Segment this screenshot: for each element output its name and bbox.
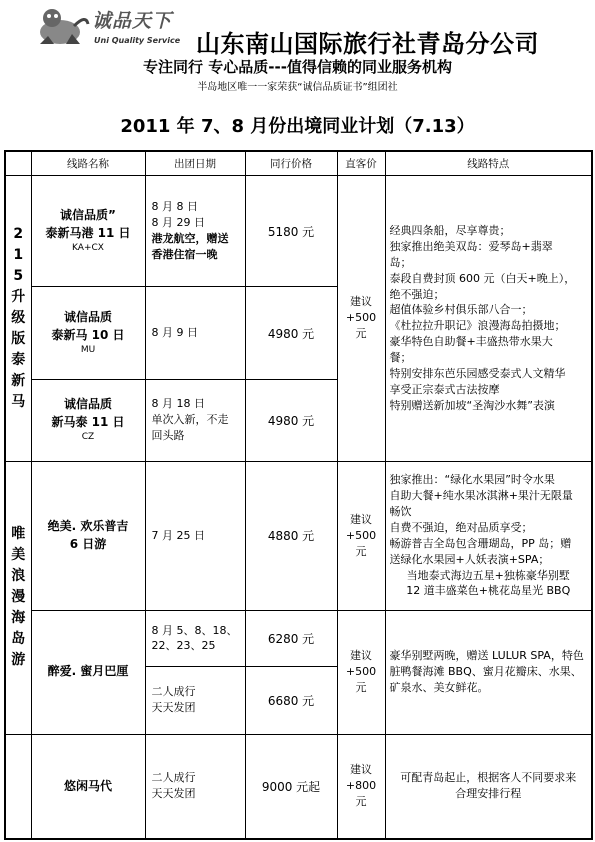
departure-dates: 二人成行 天天发团 [145, 667, 245, 734]
departure-dates: 二人成行 天天发团 [145, 734, 245, 839]
group-label-upgrade: 2 1 5 升 级 版 泰 新 马 [5, 176, 31, 461]
tour-plan-table [4, 150, 593, 840]
header-features: 线路特点 [385, 151, 592, 176]
header-peer-price: 同行价格 [245, 151, 337, 176]
departure-dates: 8 月 9 日 [145, 287, 245, 379]
group-label-empty [5, 734, 31, 839]
departure-dates: 8 月 18 日 单次入新，不走 回头路 [145, 379, 245, 461]
header-group [5, 151, 31, 176]
table-row [5, 734, 592, 839]
header [0, 0, 595, 110]
brand-logo [30, 4, 200, 48]
direct-price: 建议 +500 元 [337, 461, 385, 610]
peer-price: 6680 元 [245, 667, 337, 734]
route-name: 绝美. 欢乐普吉 6 日游 [31, 461, 145, 610]
sub-slogan: 半岛地区唯一一家荣获“诚信品质证书”组团社 [197, 82, 398, 93]
route-features: 经典四条船，尽享尊贵； 独家推出绝美双岛：爱琴岛+翡翠 岛； 泰段自费封顶 600 元（白天+晚上）， 绝不强迫； 超值体验乡村俱乐部八合一； 《杜拉拉升职记》浪漫海岛拍摄地； 豪华特色自助餐+丰盛热带水果大 餐； 特别安排东芭乐园感受泰式人文精华 享受正宗泰式古法按摩 特别赠送新加坡“圣淘沙水舞”表演 [385, 176, 592, 461]
company-name: 山东南山国际旅行社青岛分公司 [196, 30, 539, 58]
direct-price: 建议 +500 元 [337, 610, 385, 734]
departure-dates: 8 月 8 日 8 月 29 日 港龙航空，赠送 香港住宿一晚 [145, 176, 245, 287]
mascot-icon [30, 4, 90, 48]
departure-dates: 8 月 5、8、18、 22、23、25 [145, 610, 245, 667]
route-features: 独家推出：“绿化水果园”时令水果 自助大餐+纯水果冰淇淋+果汁无限量 畅饮 自费不强迫，绝对品质享受； 畅游普吉全岛包含珊瑚岛，PP 岛；赠 送绿化水果园+人妖表演+SPA； 当地泰式海边五星+独栋豪华别墅 12 道丰盛菜色+桃花岛星光 BBQ [385, 461, 592, 610]
group-label-island: 唯 美 浪 漫 海 岛 游 [5, 461, 31, 734]
peer-price: 4980 元 [245, 287, 337, 379]
peer-price: 4980 元 [245, 379, 337, 461]
header-direct-price: 直客价 [337, 151, 385, 176]
peer-price: 5180 元 [245, 176, 337, 287]
direct-price: 建议 +800 元 [337, 734, 385, 839]
route-name: 悠闲马代 [31, 734, 145, 839]
table-row [5, 461, 592, 610]
logo-text: 诚品天下 [92, 10, 173, 32]
peer-price: 6280 元 [245, 610, 337, 667]
route-name: 醉爱. 蜜月巴厘 [31, 610, 145, 734]
route-features: 可配青岛起止，根据客人不同要求来 合理安排行程 [385, 734, 592, 839]
route-features: 豪华别墅两晚，赠送 LULUR SPA，特色 脏鸭餐海滩 BBQ、蜜月花瓣床、水果、 矿泉水、美女鲜花。 [385, 610, 592, 734]
route-name: 诚信品质 泰新马 10 日 MU [31, 287, 145, 379]
table-row [5, 610, 592, 667]
table-header-row [5, 151, 592, 176]
table-row [5, 176, 592, 287]
slogan: 专注同行 专心品质---值得信赖的同业服务机构 [143, 58, 452, 76]
departure-dates: 7 月 25 日 [145, 461, 245, 610]
peer-price: 4880 元 [245, 461, 337, 610]
peer-price: 9000 元起 [245, 734, 337, 839]
header-route: 线路名称 [31, 151, 145, 176]
page-title: 2011 年 7、8 月份出境同业计划（7.13） [120, 116, 475, 137]
header-date: 出团日期 [145, 151, 245, 176]
direct-price: 建议 +500 元 [337, 176, 385, 461]
route-name: 诚信品质” 泰新马港 11 日 KA+CX [31, 176, 145, 287]
logo-subtitle: Uni Quality Service [94, 36, 181, 45]
route-name: 诚信品质 新马泰 11 日 CZ [31, 379, 145, 461]
